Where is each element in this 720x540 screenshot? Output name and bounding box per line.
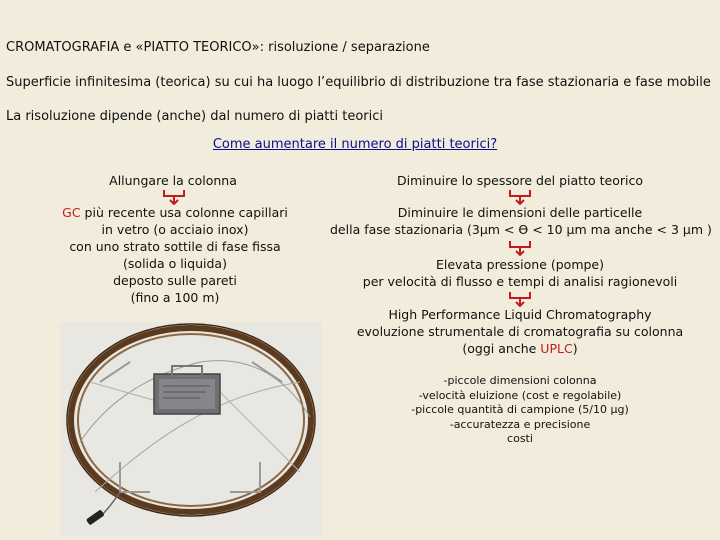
left-body-line: con uno strato sottile di fase fissa	[69, 239, 281, 254]
hplc-text-part: )	[572, 341, 578, 356]
hplc-line: High Performance Liquid Chromatography	[388, 307, 652, 322]
hplc-text-part: (oggi anche	[462, 341, 541, 356]
question-text: Come aumentare il numero di piatti teorici?	[212, 137, 498, 152]
left-body-text: più recente usa colonne capillari	[80, 205, 288, 220]
down-arrow-icon	[509, 189, 531, 205]
hplc-line: evoluzione strumentale di cromatografia su colonna	[356, 324, 684, 339]
particle-size-line: della fase stazionaria (3μm < Ө < 10 μm ma anche < 3 μm )	[330, 222, 712, 237]
left-body	[45, 204, 305, 306]
down-arrow-icon	[509, 291, 531, 307]
hplc-line	[340, 340, 700, 357]
left-body-line: (solida o liquida)	[123, 256, 227, 271]
left-body-line: (fino a 100 m)	[130, 290, 220, 305]
list-item: -piccole dimensioni colonna	[443, 374, 597, 387]
uplc-label: UPLC	[540, 341, 573, 356]
list-item: costi	[507, 432, 533, 445]
definition-text: Superficie infinitesima (teorica) su cui ha luogo l’equilibrio di distribuzione tra fase stazionaria e fase mobile	[6, 75, 711, 90]
left-body-line: in vetro (o acciaio inox)	[101, 222, 249, 237]
gc-label: GC	[62, 205, 81, 220]
list-item: -accuratezza e precisione	[449, 417, 591, 431]
list-item: -piccole quantità di campione (5/10 μg)	[411, 403, 629, 416]
particle-size-line: Diminuire le dimensioni delle particelle	[397, 205, 643, 220]
left-body-line	[45, 204, 305, 221]
capillary-column-image	[60, 322, 322, 536]
list-item: -velocità eluizione (cost e regolabile)	[418, 388, 622, 402]
hplc-features-list	[390, 374, 650, 447]
down-arrow-icon	[163, 189, 185, 205]
left-heading: Allungare la colonna	[109, 173, 237, 188]
particle-size-text	[330, 204, 710, 238]
down-arrow-icon	[509, 240, 531, 256]
resolution-text: La risoluzione dipende (anche) dal numero di piatti teorici	[6, 109, 384, 124]
pressure-line: Elevata pressione (pompe)	[435, 257, 604, 272]
hplc-text	[340, 306, 700, 357]
pressure-text	[340, 256, 700, 290]
right-heading: Diminuire lo spessore del piatto teorico	[397, 173, 643, 188]
question-heading	[0, 137, 710, 152]
slide-title: CROMATOGRAFIA e «PIATTO TEORICO»: risoluzione / separazione	[6, 40, 430, 55]
pressure-line: per velocità di flusso e tempi di analisi ragionevoli	[362, 274, 678, 289]
left-body-line: deposto sulle pareti	[113, 273, 237, 288]
